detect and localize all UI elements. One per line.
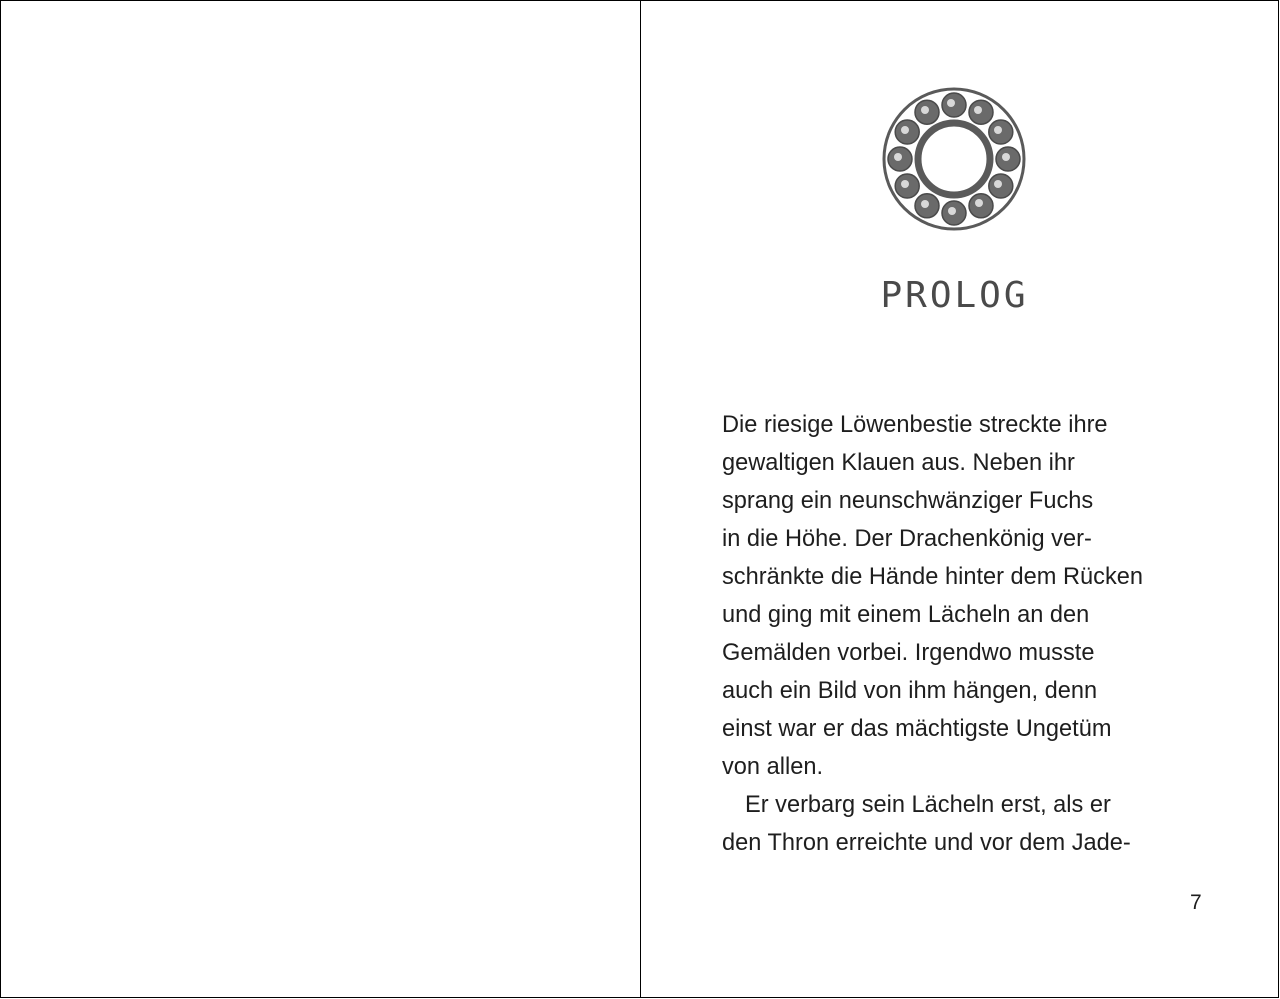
right-page	[641, 1, 1278, 997]
text-line: sprang ein neunschwänziger Fuchs	[722, 488, 1094, 514]
left-page	[1, 1, 641, 997]
text-line: von allen.	[722, 754, 823, 780]
text-line: Gemälden vorbei. Irgendwo musste	[722, 640, 1095, 666]
text-line: und ging mit einem Lächeln an den	[722, 602, 1090, 628]
chapter-title: PROLOG	[880, 275, 1029, 316]
text-line: den Thron erreichte und vor dem Jade-	[722, 830, 1131, 856]
body-text	[722, 406, 1202, 862]
text-line: in die Höhe. Der Drachenkönig ver-	[722, 526, 1092, 552]
text-line: Die riesige Löwenbestie streckte ihre	[722, 412, 1108, 438]
text-line: auch ein Bild von ihm hängen, denn	[722, 678, 1098, 704]
page-number: 7	[1190, 891, 1202, 914]
text-line: schränkte die Hände hinter dem Rücken	[722, 564, 1143, 590]
text-line: gewaltigen Klauen aus. Neben ihr	[722, 450, 1075, 476]
zodiac-ring-emblem-icon	[881, 86, 1027, 232]
text-line: einst war er das mächtigste Ungetüm	[722, 716, 1112, 742]
text-line-paragraph-start: Er verbarg sein Lächeln erst, als er	[745, 792, 1111, 818]
